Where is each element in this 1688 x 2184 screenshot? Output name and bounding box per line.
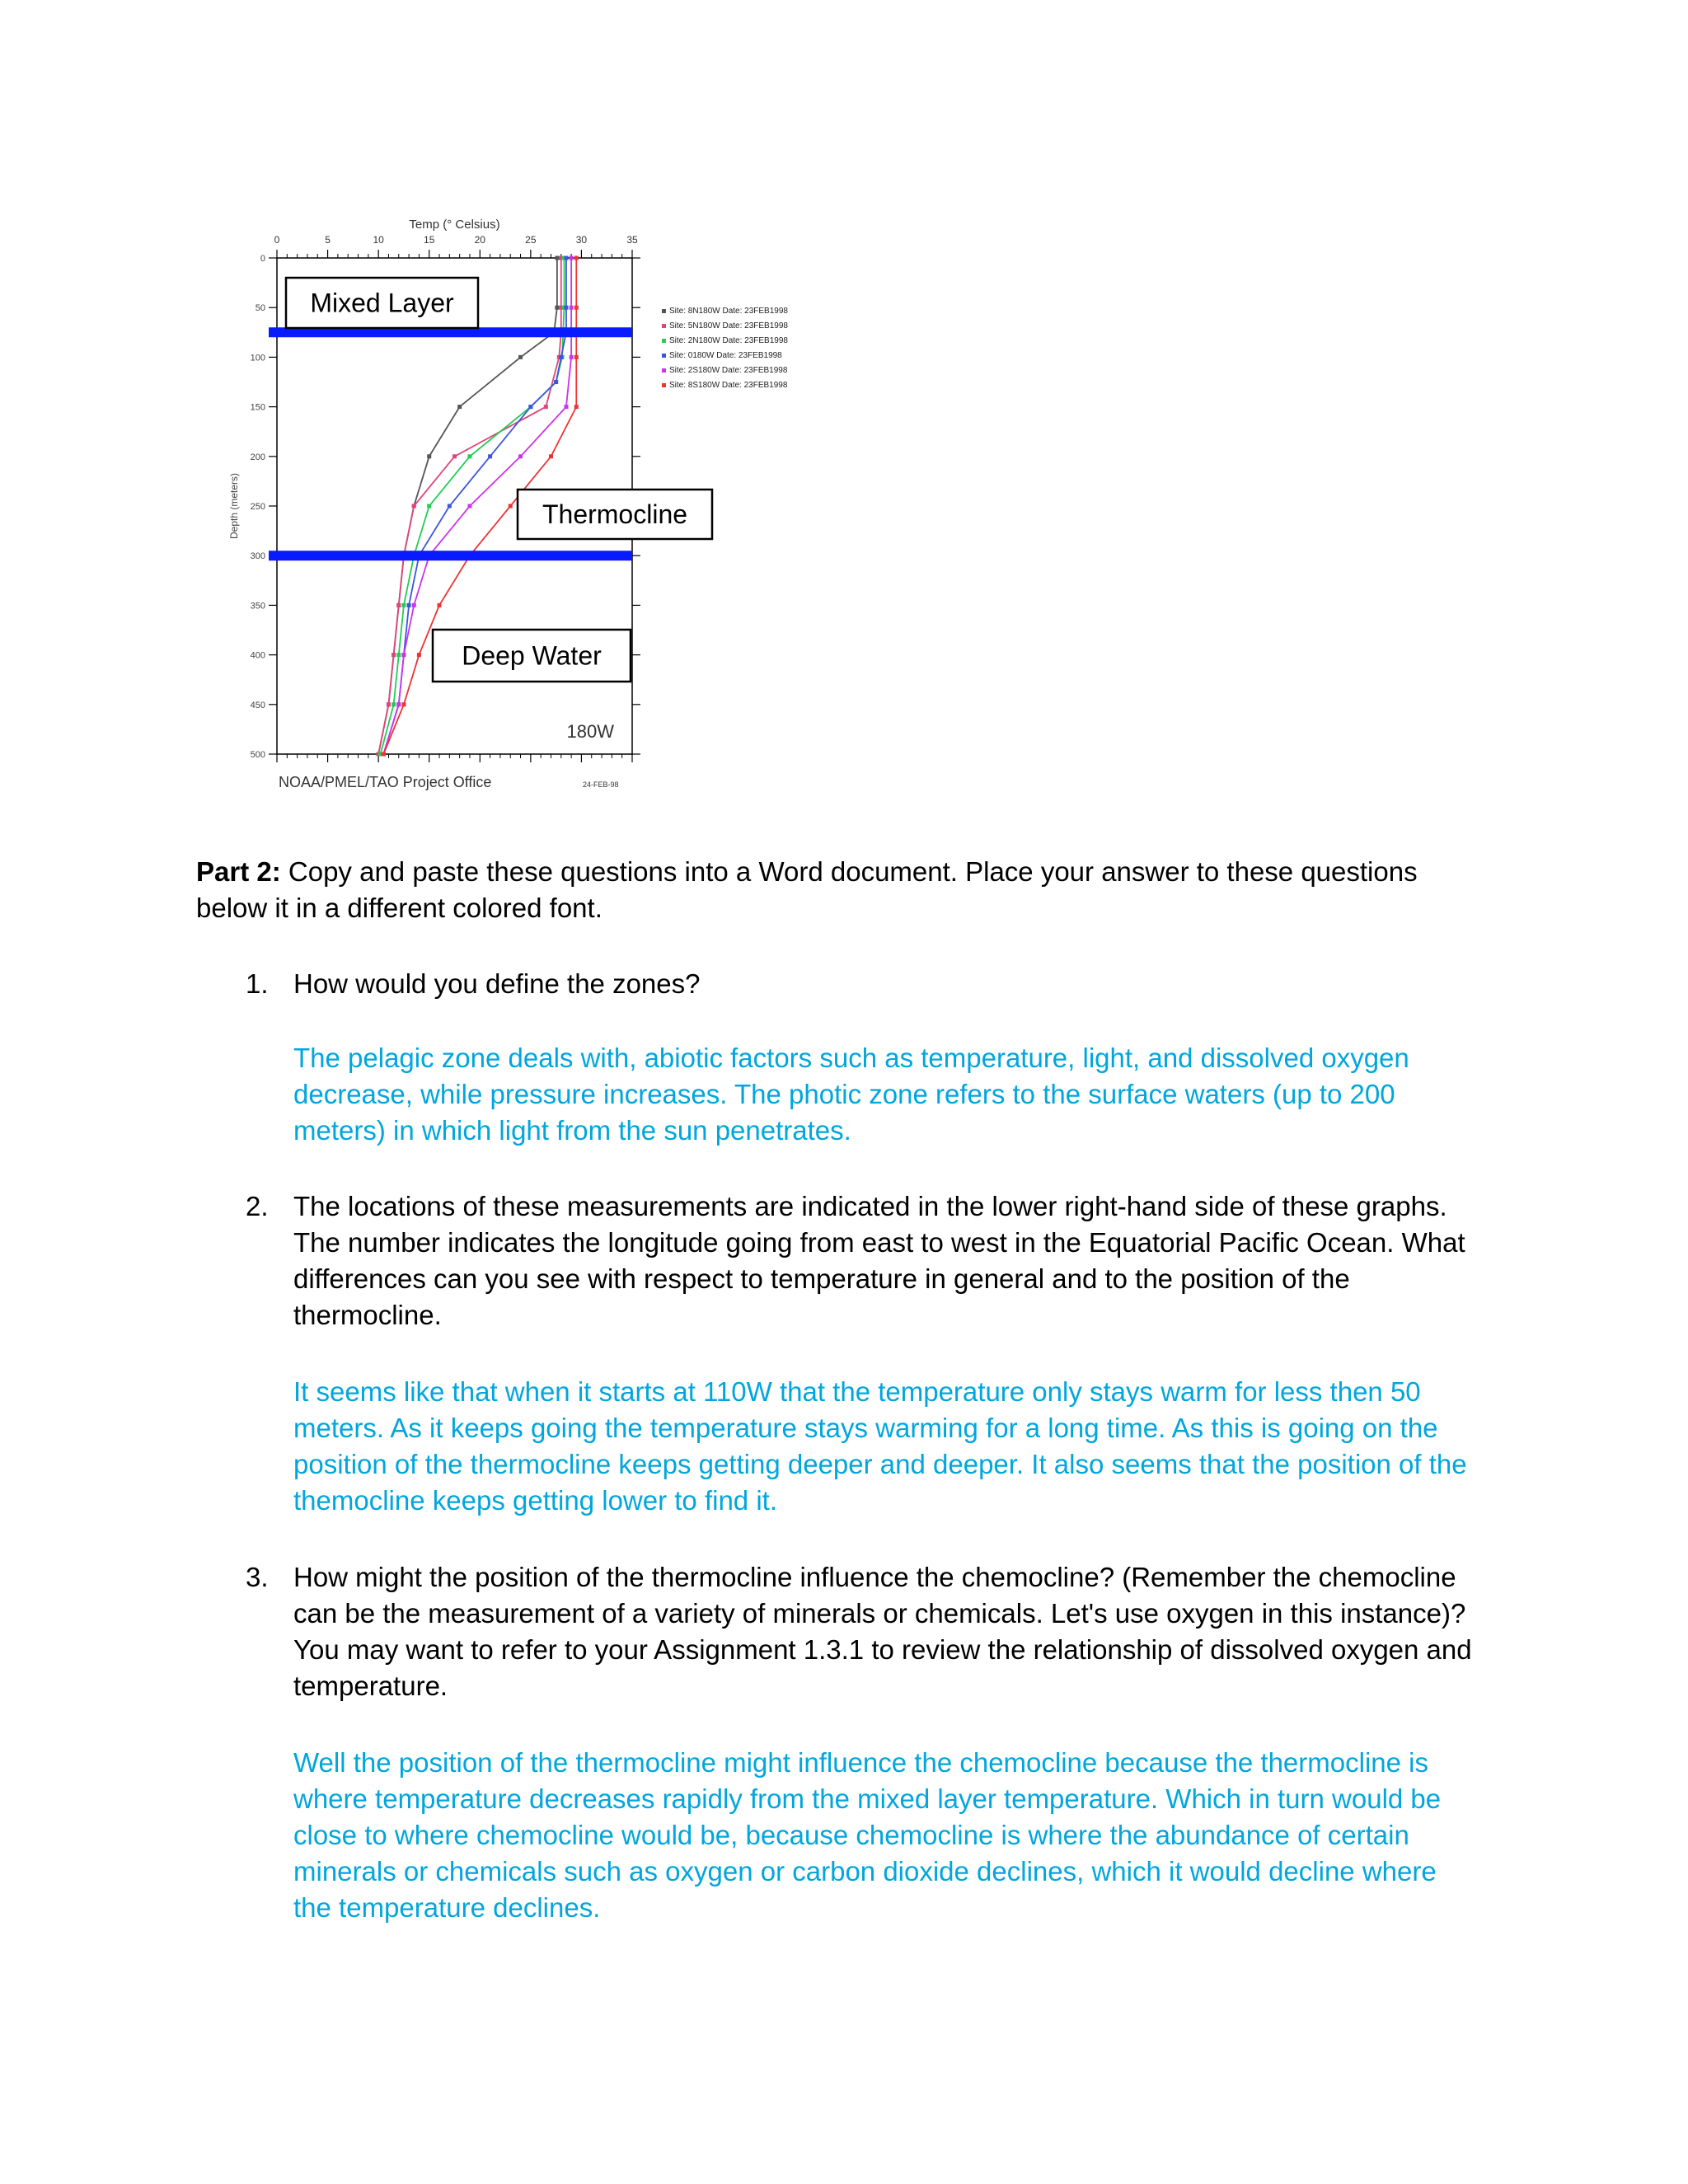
series-point [407,603,411,607]
legend-entry: Site: 2S180W Date: 23FEB1998 [669,366,788,375]
series-point [574,306,579,310]
y-tick-label: 100 [250,353,265,363]
y-tick-label: 400 [250,650,265,661]
legend-marker [662,354,666,358]
series-point [467,504,471,509]
question-number: 2. [246,1191,269,1221]
part-text: Copy and paste these questions into a Word document. Place your answer to these questions below it in a different colored font. [196,856,1418,923]
x-tick-label: 25 [525,234,537,246]
series-point [412,504,416,509]
series-point [392,702,396,706]
x-tick-label: 20 [474,234,485,246]
series-point [559,355,563,359]
series-point [412,603,416,607]
series-point [396,702,401,706]
y-tick-label: 0 [260,254,265,264]
location-label: 180W [566,721,614,742]
legend-entry: Site: 8S180W Date: 23FEB1998 [669,381,788,390]
series-point [570,306,574,310]
series-point [396,603,401,607]
series-point [564,306,568,310]
temperature-depth-figure [0,0,1688,824]
series-point [401,702,406,706]
series-point [555,306,559,310]
series-point [574,405,579,409]
y-tick-label: 350 [250,601,265,612]
part-2-instructions [196,854,1482,926]
zone-label: Mixed Layer [310,288,454,318]
legend-marker [662,309,666,313]
legend-entry: Site: 0180W Date: 23FEB1998 [669,351,782,360]
series-point [544,405,548,409]
y-tick-label: 150 [250,402,265,413]
series-point [392,653,396,657]
x-tick-label: 35 [626,234,638,246]
part-label: Part 2: [196,856,281,887]
x-tick-label: 5 [325,234,331,246]
series-point [574,355,579,359]
series-point [396,653,401,657]
y-tick-label: 450 [250,700,265,710]
series-point [549,454,553,458]
series-point [427,454,431,458]
footer-credit: NOAA/PMEL/TAO Project Office [279,774,492,790]
series-point [467,454,471,458]
legend-entry: Site: 2N180W Date: 23FEB1998 [669,336,788,345]
legend-marker [662,368,666,373]
temperature-depth-chart [0,0,1688,824]
x-tick-label: 0 [274,234,280,246]
x-tick-label: 10 [373,234,384,246]
y-tick-label: 50 [255,303,265,314]
series-point [448,504,452,509]
series-point [554,380,558,384]
series-point [438,603,442,607]
x-axis-label: Temp (° Celsius) [409,218,500,232]
series-point [518,454,523,458]
series-point [570,355,574,359]
zone-label: Deep Water [462,640,602,671]
legend-marker [662,383,666,387]
answer-1: The pelagic zone deals with, abiotic factors such as temperature, light, and dissolved oxygen decrease, while pressure increases. The photic zone refers to the surface waters (up to 200 meters) in which light from the sun penetrates. [293,1043,1409,1146]
series-point [401,653,406,657]
legend-marker [662,339,666,343]
series-point [574,256,579,260]
legend-entry: Site: 8N180W Date: 23FEB1998 [669,307,788,316]
zone-label: Thermocline [542,499,688,529]
series-point [387,702,391,706]
legend-marker [662,324,666,328]
legend-entry: Site: 5N180W Date: 23FEB1998 [669,321,788,330]
y-tick-label: 300 [250,551,265,562]
series-point [401,603,406,607]
series-point [564,405,568,409]
series-point [528,405,532,409]
question-number: 1. [246,968,269,999]
y-axis-label: Depth (meters) [228,472,240,540]
series-point [382,752,386,757]
series-point [518,355,523,359]
question-text: The locations of these measurements are indicated in the lower right-hand side of these graphs. The number indicates the longitude going from east to west in the Equatorial Pacific Ocean. What differences can you see with respect to temperature in general and to the position of the thermocline. [293,1191,1465,1330]
y-tick-label: 500 [250,750,265,760]
series-point [570,256,574,260]
series-point [427,504,431,509]
series-point [452,454,457,458]
question-number: 3. [246,1562,269,1592]
x-tick-label: 30 [575,234,588,246]
series-point [457,405,462,409]
series-point [564,256,568,260]
question-text: How might the position of the thermocline influence the chemocline? (Remember the chemocline can be the measurement of a variety of minerals or chemicals. Let's use oxygen in this instance)? You may want to refer to your Assignment 1.3.1 to review the relationship of dissolved oxygen and temperature. [293,1562,1472,1701]
x-tick-label: 15 [424,234,435,246]
footer-date: 24-FEB-98 [583,780,619,789]
answer-2: It seems like that when it starts at 110W that the temperature only stays warm for less then 50 meters. As it keeps going the temperature stays warming for a long time. As this is going on the position of the thermocline keeps getting deeper and deeper. It also seems that the position of the themocline keeps getting lower to find it. [293,1376,1467,1516]
series-point [509,504,513,509]
answer-3: Well the position of the thermocline might influence the chemocline because the thermocline is where temperature decreases rapidly from the mixed layer temperature. Which in turn would be close to where chemocline would be, because chemocline is where the abundance of certain minerals or chemicals such as oxygen or carbon dioxide declines, which it would decline where the temperature declines. [293,1747,1442,1923]
y-tick-label: 250 [250,502,265,512]
series-point [488,454,492,458]
series-point [417,653,421,657]
series-point [555,256,559,260]
question-text: How would you define the zones? [293,968,701,999]
y-tick-label: 200 [250,452,265,462]
